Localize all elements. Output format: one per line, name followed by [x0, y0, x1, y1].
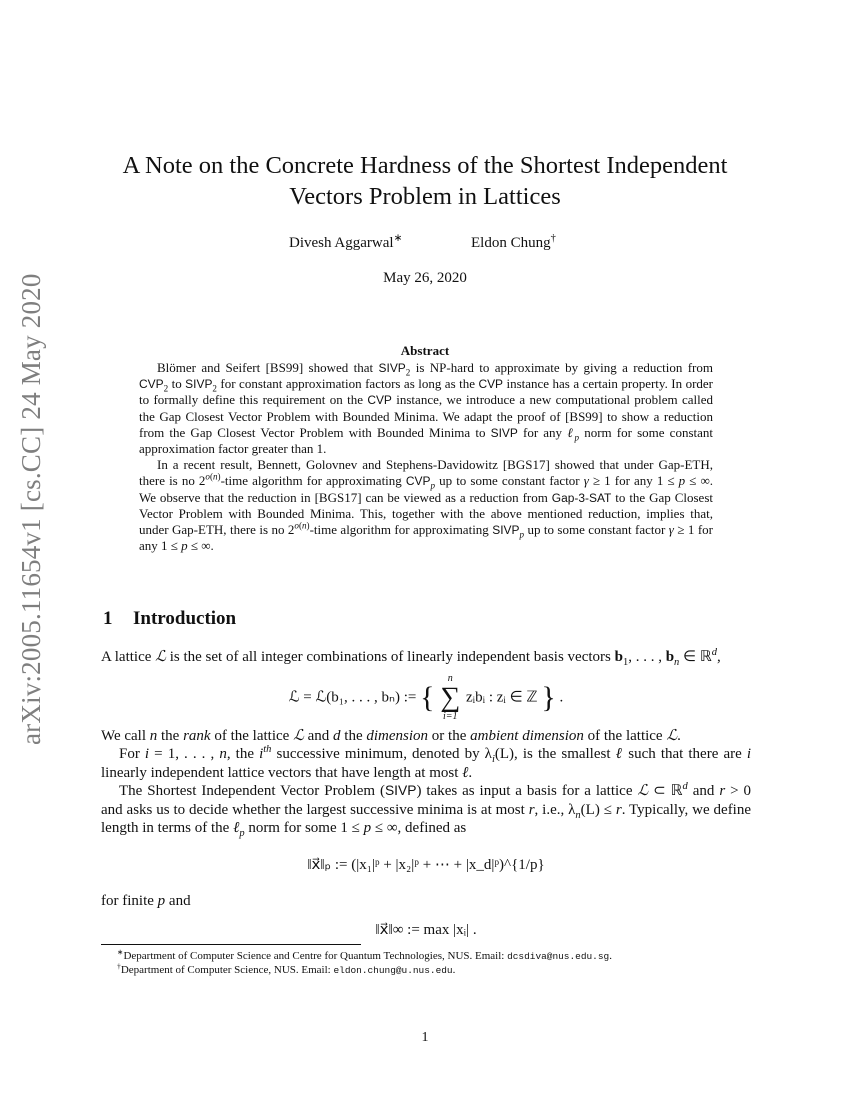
footnote-rule — [101, 944, 361, 945]
footnote-email[interactable]: dcsdiva@nus.edu.sg — [507, 951, 610, 962]
author-2 — [471, 235, 556, 252]
body-text — [101, 648, 751, 939]
body-paragraph-2: We call n the rank of the lattice ℒ and d the dimension or the ambient dimension of the lattice ℒ. — [101, 727, 681, 744]
sum-upper-limit: n — [447, 672, 453, 684]
equation-lhs: ℒ = ℒ(b₁, . . . , bₙ) := — [288, 688, 417, 705]
abstract-paragraph-1: Blömer and Seifert [BS99] showed that $SIVP_2$ is NP-hard to approximate by giving a reduction from $CVP_2$ to $SIVP_2$ for constant approximation factors as long as the CVP instance has a certain property. In order to formally define this requirement on the CVP instance, we introduce a new computational problem called the Gap Closest Vector Problem with Bounded Minima. We adapt the proof of [BS99] to show a reduction from the Gap Closest Vector Problem with Bounded Minima to SIVP for any ℓ$_p$ norm for some constant approximation factor greater than 1. — [139, 360, 714, 457]
body-paragraph-4: The Shortest Independent Vector Problem (SIVP) takes as input a basis for a lattice ℒ ⊂ ℝ$^d$ and r > 0 and asks us to decide whether the largest successive minima is at most r, i.e., $\lambda_n(L) \le r$. Typically, we define length in terms of the ℓ$_p$ norm for some 1 ≤ p ≤ ∞, defined as — [101, 781, 752, 839]
linf-norm-equation: ‖x⃗‖∞ := max |xᵢ| . — [375, 921, 477, 938]
footnote-1 — [117, 947, 757, 963]
footnote-email[interactable]: eldon.chung@u.nus.edu — [333, 965, 453, 976]
author-mark: † — [550, 233, 556, 244]
abstract — [139, 360, 713, 554]
equation-term: zᵢbᵢ : zᵢ ∈ ℤ — [466, 688, 538, 705]
footnote-end: . — [452, 964, 456, 976]
arxiv-identifier: arXiv:2005.11654v1 [cs.CC] 24 May 2020 — [16, 273, 46, 745]
author-name: Eldon Chung — [471, 235, 551, 251]
footnote-mark: ∗ — [117, 947, 124, 957]
section-heading — [103, 608, 236, 630]
section-number: 1 — [103, 608, 113, 629]
footnote-mark: † — [117, 961, 121, 971]
page-number: 1 — [421, 1030, 429, 1045]
body-paragraph-1: A lattice ℒ is the set of all integer combinations of linearly independent basis vectors $b_1$, . . . , $b_n$ ∈ ℝ$^d$, — [101, 647, 721, 668]
footnote-end: . — [609, 950, 612, 962]
lattice-equation: ℒ = ℒ(b₁, . . . , bₙ) := { n ∑ i=1 zᵢbᵢ : zᵢ ∈ ℤ } . — [288, 672, 564, 722]
footnote-text: Department of Computer Science, NUS. Email: — [120, 964, 334, 976]
sum-symbol: n ∑ i=1 — [440, 672, 461, 722]
abstract-paragraph-2: In a recent result, Bennett, Golovnev and Stephens-Davidowitz [BGS17] showed that under Gap-ETH, there is no $2^{o(n)}$-time algorithm for approximating $CVP_p$ up to some constant factor γ ≥ 1 for any 1 ≤ p ≤ ∞. We observe that the reduction in [BGS17] can be viewed as a reduction from Gap-3-SAT to the Gap Closest Vector Problem with Bounded Minima. This, together with the above mentioned reduction, implies that, under Gap-ETH, there is no $2^{o(n)}$-time algorithm for approximating $SIVP_p$ up to some constant factor γ ≥ 1 for any 1 ≤ p ≤ ∞. — [139, 457, 713, 554]
footnote-text: Department of Computer Science and Centre for Quantum Technologies, NUS. Email: — [123, 950, 508, 962]
author-1 — [289, 235, 402, 252]
right-brace: } — [541, 680, 556, 714]
date: May 26, 2020 — [383, 270, 467, 286]
lp-norm-equation: ‖x⃗‖ₚ := (|x₁|ᵖ + |x₂|ᵖ + ⋯ + |x_d|ᵖ)^{1/p} — [307, 856, 545, 873]
paper-title: A Note on the Concrete Hardness of the Shortest Independent Vectors Problem in Lattices — [122, 152, 728, 210]
abstract-heading: Abstract — [400, 343, 450, 358]
body-paragraph-5: for finite p and — [101, 893, 191, 909]
author-mark: ∗ — [393, 233, 403, 244]
author-name: Divesh Aggarwal — [289, 235, 394, 251]
body-paragraph-3: For i = 1, . . . , n, the $i^{th}$ successive minimum, denoted by $\lambda_i(L)$, is the smallest ℓ such that there are i linearly independent lattice vectors that have length at most ℓ. — [101, 744, 752, 781]
section-title: Introduction — [133, 608, 237, 629]
left-brace: { — [420, 680, 435, 714]
footnote-2 — [117, 961, 757, 977]
sum-lower-limit: i=1 — [443, 710, 458, 722]
